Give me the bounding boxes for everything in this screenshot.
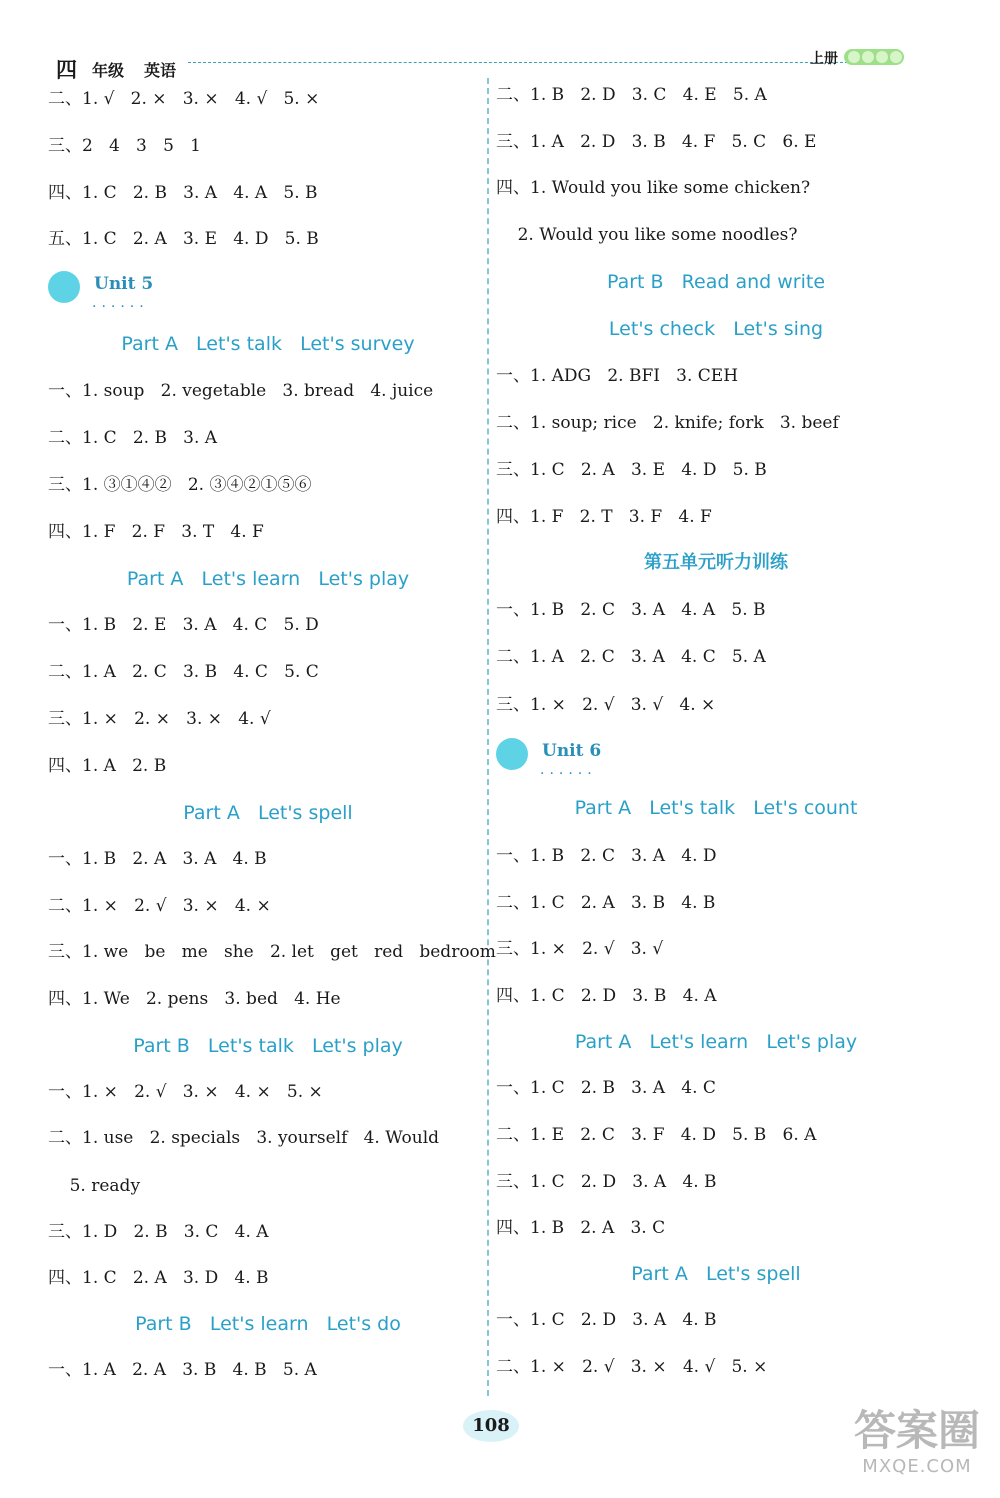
answer-line: 一、1. × 2. √ 3. × 4. × 5. × [48, 1082, 323, 1102]
answer-line: 三、1. C 2. D 3. A 4. B [496, 1172, 717, 1192]
page-number: 108 [463, 1410, 519, 1442]
answer-line: 二、1. A 2. C 3. B 4. C 5. C [48, 662, 319, 682]
column-divider [487, 78, 489, 1396]
section-heading: Part B Let's talk Let's play [133, 1035, 403, 1057]
answer-line: 三、1. A 2. D 3. B 4. F 5. C 6. E [496, 132, 817, 152]
answer-line: 二、1. A 2. C 3. A 4. C 5. A [496, 647, 766, 667]
answer-line: 二、1. E 2. C 3. F 4. D 5. B 6. A [496, 1125, 817, 1145]
section-heading: Part A Let's spell [631, 1263, 801, 1285]
page-header [48, 48, 928, 82]
answer-line: 二、1. √ 2. × 3. × 4. √ 5. × [48, 89, 320, 109]
volume-label: 上册 [810, 51, 838, 67]
section-heading: Part B Read and write [606, 271, 826, 293]
answer-line: 四、1. F 2. F 3. T 4. F [48, 522, 264, 542]
answer-line: 一、1. B 2. C 3. A 4. D [496, 846, 717, 866]
section-heading: 第五单元听力训练 [644, 552, 788, 573]
answer-line: 二、1. soup; rice 2. knife; fork 3. beef [496, 413, 839, 433]
answer-line: 四、1. A 2. B [48, 756, 167, 776]
answer-line: 三、2 4 3 5 1 [48, 136, 201, 156]
answer-line: 四、1. B 2. A 3. C [496, 1218, 666, 1238]
answer-line: 三、1. × 2. √ 3. √ 4. × [496, 695, 716, 715]
answer-line: 二、1. B 2. D 3. C 4. E 5. A [496, 85, 767, 105]
answer-line: 五、1. C 2. A 3. E 4. D 5. B [48, 229, 319, 249]
grade-number: 四 [56, 58, 77, 82]
answer-line: 一、1. C 2. D 3. A 4. B [496, 1310, 717, 1330]
section-heading: Part B Let's learn Let's do [135, 1313, 401, 1335]
grade-label: 年级 [92, 61, 125, 80]
section-heading: Part A Let's learn Let's play [574, 1031, 858, 1053]
answer-line: 2. Would you like some noodles? [496, 225, 798, 245]
watermark-logo [852, 1406, 982, 1488]
unit-circle-icon [48, 271, 80, 303]
answer-line: 一、1. C 2. B 3. A 4. C [496, 1078, 716, 1098]
answer-line: 三、1. we be me she 2. let get red bedroom [48, 942, 496, 962]
answer-line: 四、1. Would you like some chicken? [496, 178, 811, 198]
answer-line: 一、1. B 2. E 3. A 4. C 5. D [48, 615, 319, 635]
answer-line: 5. ready [48, 1176, 141, 1196]
unit-dots: ...... [92, 295, 149, 311]
section-heading: Part A Let's learn Let's play [126, 568, 410, 590]
answer-line: 四、1. F 2. T 3. F 4. F [496, 507, 712, 527]
subject-label: 英语 [144, 61, 177, 80]
answer-line: 一、1. ADG 2. BFI 3. CEH [496, 366, 739, 386]
section-heading: Let's check Let's sing [608, 318, 824, 340]
header-rule [188, 62, 848, 63]
answer-line: 三、1. C 2. A 3. E 4. D 5. B [496, 460, 767, 480]
answer-line: 二、1. × 2. √ 3. × 4. √ 5. × [496, 1357, 768, 1377]
unit-title: Unit 6 [542, 741, 602, 761]
answer-line: 四、1. C 2. B 3. A 4. A 5. B [48, 183, 318, 203]
answer-line: 四、1. C 2. A 3. D 4. B [48, 1268, 269, 1288]
answer-line: 一、1. B 2. A 3. A 4. B [48, 849, 267, 869]
answer-line: 三、1. D 2. B 3. C 4. A [48, 1222, 269, 1242]
answer-line: 三、1. ③①④② 2. ③④②①⑤⑥ [48, 475, 312, 495]
answer-line: 三、1. × 2. × 3. × 4. √ [48, 709, 271, 729]
watermark-url: MXQE.COM [862, 1456, 972, 1477]
header-decoration [844, 49, 904, 65]
answer-line: 一、1. soup 2. vegetable 3. bread 4. juice [48, 381, 434, 401]
unit-heading [48, 271, 208, 311]
unit-heading [496, 738, 656, 778]
answer-line: 二、1. × 2. √ 3. × 4. × [48, 896, 271, 916]
section-heading: Part A Let's spell [183, 802, 353, 824]
answer-line: 二、1. use 2. specials 3. yourself 4. Would [48, 1128, 440, 1148]
answer-line: 二、1. C 2. A 3. B 4. B [496, 893, 716, 913]
answer-line: 四、1. We 2. pens 3. bed 4. He [48, 989, 341, 1009]
answer-line: 一、1. A 2. A 3. B 4. B 5. A [48, 1360, 317, 1380]
answer-line: 一、1. B 2. C 3. A 4. A 5. B [496, 600, 766, 620]
answer-line: 二、1. C 2. B 3. A [48, 428, 218, 448]
section-heading: Part A Let's talk Let's survey [121, 333, 415, 355]
watermark-text: 答案圈 [853, 1406, 980, 1455]
unit-dots: ...... [540, 762, 597, 778]
answer-line: 三、1. × 2. √ 3. √ [496, 939, 664, 959]
unit-title: Unit 5 [94, 274, 154, 294]
unit-circle-icon [496, 738, 528, 770]
section-heading: Part A Let's talk Let's count [574, 797, 858, 819]
answer-line: 四、1. C 2. D 3. B 4. A [496, 986, 717, 1006]
